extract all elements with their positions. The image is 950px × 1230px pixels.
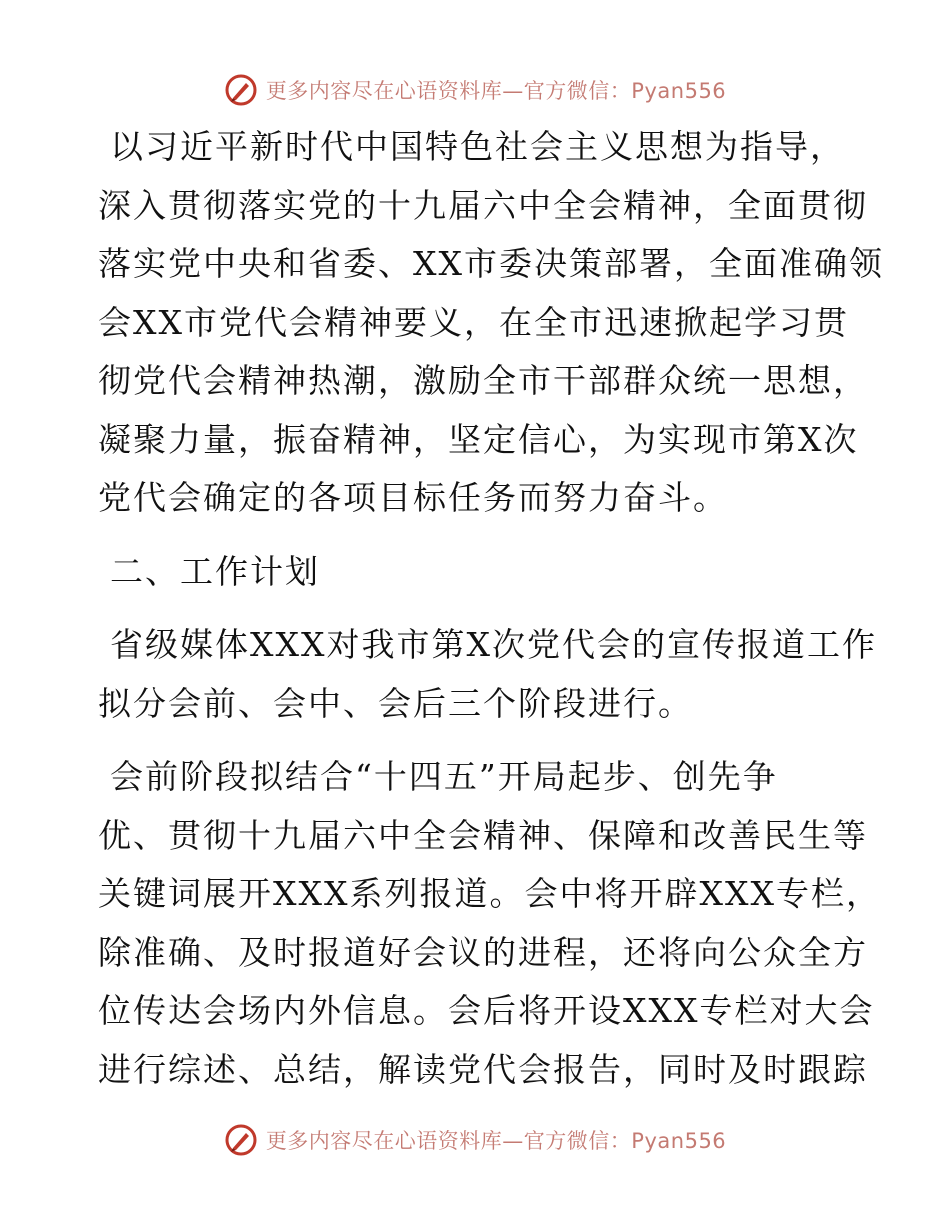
- heading-work-plan: 二、工作计划: [110, 551, 320, 591]
- text-line: 会XX市党代会精神要义，在全市迅速掀起学习贯: [98, 302, 849, 342]
- text-line: 以习近平新时代中国特色社会主义思想为指导，: [110, 127, 845, 166]
- text-line: 位传达会场内外信息。会后将开设XXX专栏对大会: [98, 991, 875, 1030]
- pen-logo-icon: [224, 1123, 258, 1157]
- text-line: 拟分会前、会中、会后三个阶段进行。: [98, 683, 693, 723]
- paragraph-guiding-thought: [98, 118, 884, 528]
- text-line: 优、贯彻十九届六中全会精神、保障和改善民生等: [98, 815, 868, 855]
- section-heading: [98, 543, 858, 602]
- paragraph-media-plan: [98, 616, 877, 733]
- text-line: 深入贯彻落实党的十九届六中全会精神，全面贯彻: [98, 185, 868, 225]
- document-body: [98, 118, 884, 1099]
- text-line: 落实党中央和省委、XX市委决策部署，全面准确领: [98, 244, 884, 283]
- watermark-text: 更多内容尽在心语资料库—官方微信：Pyan556: [265, 79, 727, 103]
- text-line: 省级媒体XXX对我市第X次党代会的宣传报道工作: [110, 625, 877, 664]
- pen-logo-icon: [224, 73, 258, 107]
- text-line: 进行综述、总结，解读党代会报告，同时及时跟踪: [98, 1049, 868, 1089]
- watermark-text: 更多内容尽在心语资料库—官方微信：Pyan556: [265, 1129, 727, 1153]
- text-line: 凝聚力量，振奋精神，坚定信心，为实现市第X次: [98, 419, 859, 459]
- footer-watermark: [0, 1120, 950, 1160]
- text-line: 除准确、及时报道好会议的进程，还将向公众全方: [98, 932, 868, 972]
- text-line: 党代会确定的各项目标任务而努力奋斗。: [98, 478, 728, 517]
- paragraph-stages: [98, 748, 881, 1099]
- text-line: 彻党代会精神热潮，激励全市干部群众统一思想，: [98, 361, 868, 400]
- text-line: 关键词展开XXX系列报道。会中将开辟XXX专栏，: [98, 874, 881, 913]
- header-watermark: [0, 70, 950, 110]
- text-line: 会前阶段拟结合“十四五”开局起步、创先争: [110, 757, 778, 796]
